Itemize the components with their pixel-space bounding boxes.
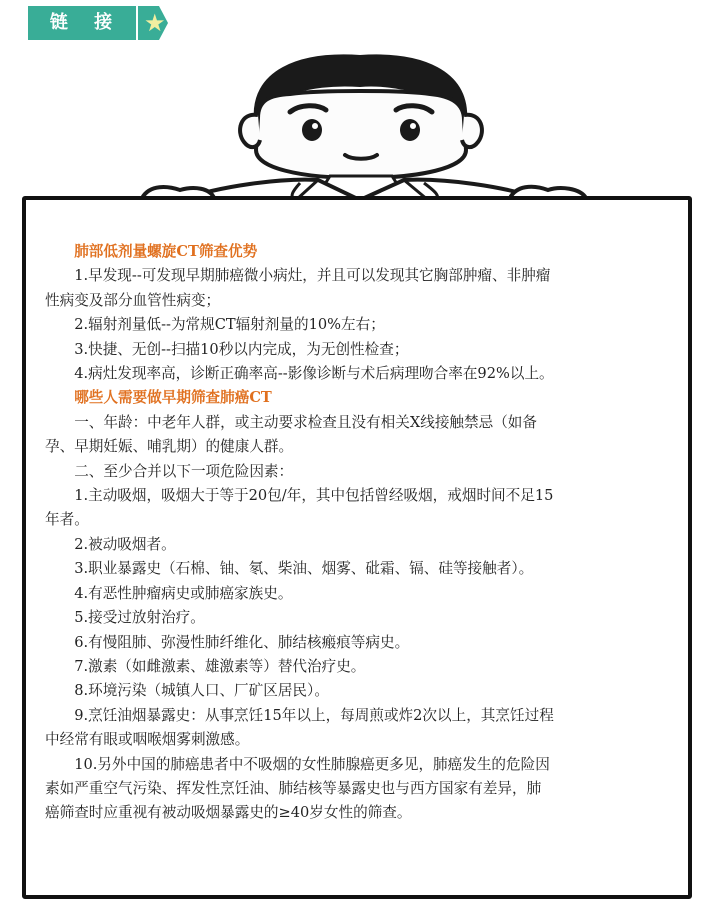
doctor-cartoon-icon	[0, 0, 724, 215]
list-item: 10.另外中国的肺癌患者中不吸烟的女性肺腺癌更多见，肺癌发生的危险因素如严重空气污染、挥发性烹饪油、肺结核等暴露史也与西方国家有差异，肺癌筛查时应重视有被动吸烟暴露史的≥40岁女性的筛查。	[45, 755, 550, 822]
list-item: 3.快捷、无创--扫描10秒以内完成，为无创性检查；	[74, 340, 409, 358]
list-item: 一、年龄：中老年人群，或主动要求检查且没有相关X线接触禁忌（如备孕、早期妊娠、哺乳期）的健康人群。	[45, 413, 537, 456]
article-content	[45, 240, 555, 826]
list-item: 3.职业暴露史（石棉、铀、氡、柴油、烟雾、砒霜、镉、硅等接触者）。	[74, 560, 534, 578]
list-item: 二、至少合并以下一项危险因素：	[74, 462, 294, 480]
list-item: 7.激素（如雌激素、雄激素等）替代治疗史。	[74, 657, 366, 675]
section-title: 哪些人需要做早期筛查肺癌CT	[74, 389, 272, 407]
link-tag-label: 链 接	[28, 6, 136, 40]
list-item: 9.烹饪油烟暴露史：从事烹饪15年以上，每周煎或炸2次以上，其烹饪过程中经常有眼或咽喉烟雾刺激感。	[45, 706, 554, 749]
list-item: 1.早发现--可发现早期肺癌微小病灶，并且可以发现其它胸部肿瘤、非肿瘤性病变及部分血管性病变；	[45, 267, 551, 309]
list-item: 1.主动吸烟，吸烟大于等于20包/年，其中包括曾经吸烟，戒烟时间不足15年者。	[45, 487, 554, 529]
list-item: 6.有慢阻肺、弥漫性肺纤维化、肺结核瘢痕等病史。	[74, 633, 410, 651]
list-item: 2.被动吸烟者。	[74, 535, 176, 553]
list-item: 8.环境污染（城镇人口、厂矿区居民）。	[74, 682, 329, 700]
section-title: 肺部低剂量螺旋CT筛查优势	[74, 243, 258, 260]
star-icon: ★	[144, 9, 166, 37]
list-item: 4.病灶发现率高，诊断正确率高--影像诊断与术后病理吻合率在92%以上。	[74, 365, 554, 383]
list-item: 5.接受过放射治疗。	[74, 609, 205, 627]
list-item: 4.有恶性肿瘤病史或肺癌家族史。	[74, 584, 293, 602]
list-item: 2.辐射剂量低--为常规CT辐射剂量的10%左右；	[74, 316, 385, 334]
